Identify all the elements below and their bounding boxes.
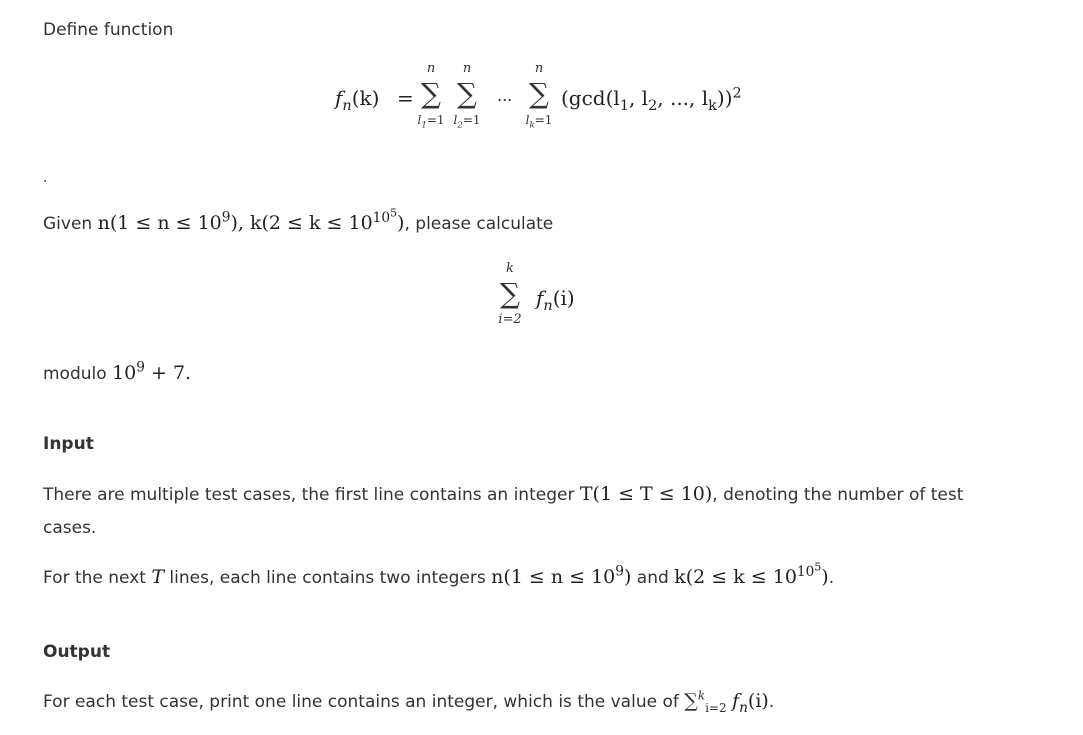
given-line	[43, 206, 554, 234]
formula-lhs-sub: n	[342, 98, 352, 114]
input-paragraph-2: For the next T lines, each line contains two integers $n(1 \le n \le 10^9)$ and $k(2 \le k \le 10^{10^5})$.	[43, 560, 835, 588]
sum-symbol-1: ∑ n $l_1=1$	[417, 61, 445, 131]
sum-symbol-2: ∑ n $l_2=1$	[453, 61, 481, 131]
formula-lhs-f: f	[335, 86, 343, 110]
given-prefix: Given	[43, 214, 98, 234]
sum2-lower: $l_2=1$	[453, 113, 481, 131]
sum2-symbol: ∑ k i=2	[498, 261, 522, 327]
modulo-line: modulo $10^9 + 7$.	[43, 359, 192, 384]
input-paragraph-1: There are multiple test cases, the first line contains an integer T(1 ≤ T ≤ 10), denoting the number of test	[43, 483, 964, 505]
output-inline-sum: ∑$^k_{i=2}$	[684, 688, 727, 715]
define-label: Define function	[43, 20, 174, 40]
sum1-upper: n	[426, 61, 436, 76]
formula-body: ($\gcd(l_1$, $l_2$, ..., $l_k))^2$	[561, 85, 742, 114]
sum-symbol-k: ∑ n $l_k=1$	[525, 61, 553, 131]
formula-lhs-arg: (k)	[351, 86, 380, 110]
formula-ellipsis: ...	[497, 86, 513, 105]
stray-dot: .	[43, 170, 48, 186]
input-heading: Input	[43, 434, 94, 454]
sum2-upper-k: k	[506, 261, 514, 276]
formula-equals: =	[397, 86, 414, 110]
sumk-lower: $l_k=1$	[525, 113, 553, 131]
given-math: $n(1 \le n \le 10^9)$, $k(2 \le k \le 10^{10^5})$	[97, 206, 405, 234]
output-heading: Output	[43, 642, 111, 662]
sumk-upper: n	[534, 61, 544, 76]
sum2-lower-i: i=2	[498, 312, 522, 327]
input-paragraph-1-cont: cases.	[43, 518, 97, 538]
output-paragraph: For each test case, print one line contains an integer, which is the value of ∑$^k_{i=2}$ $f_n(i)$.	[43, 688, 775, 716]
sum2-term: $f_n(i)$	[536, 286, 575, 314]
sum1-lower: $l_1=1$	[417, 113, 445, 131]
given-suffix: , please calculate	[404, 214, 554, 234]
sum2-upper: n	[462, 61, 472, 76]
